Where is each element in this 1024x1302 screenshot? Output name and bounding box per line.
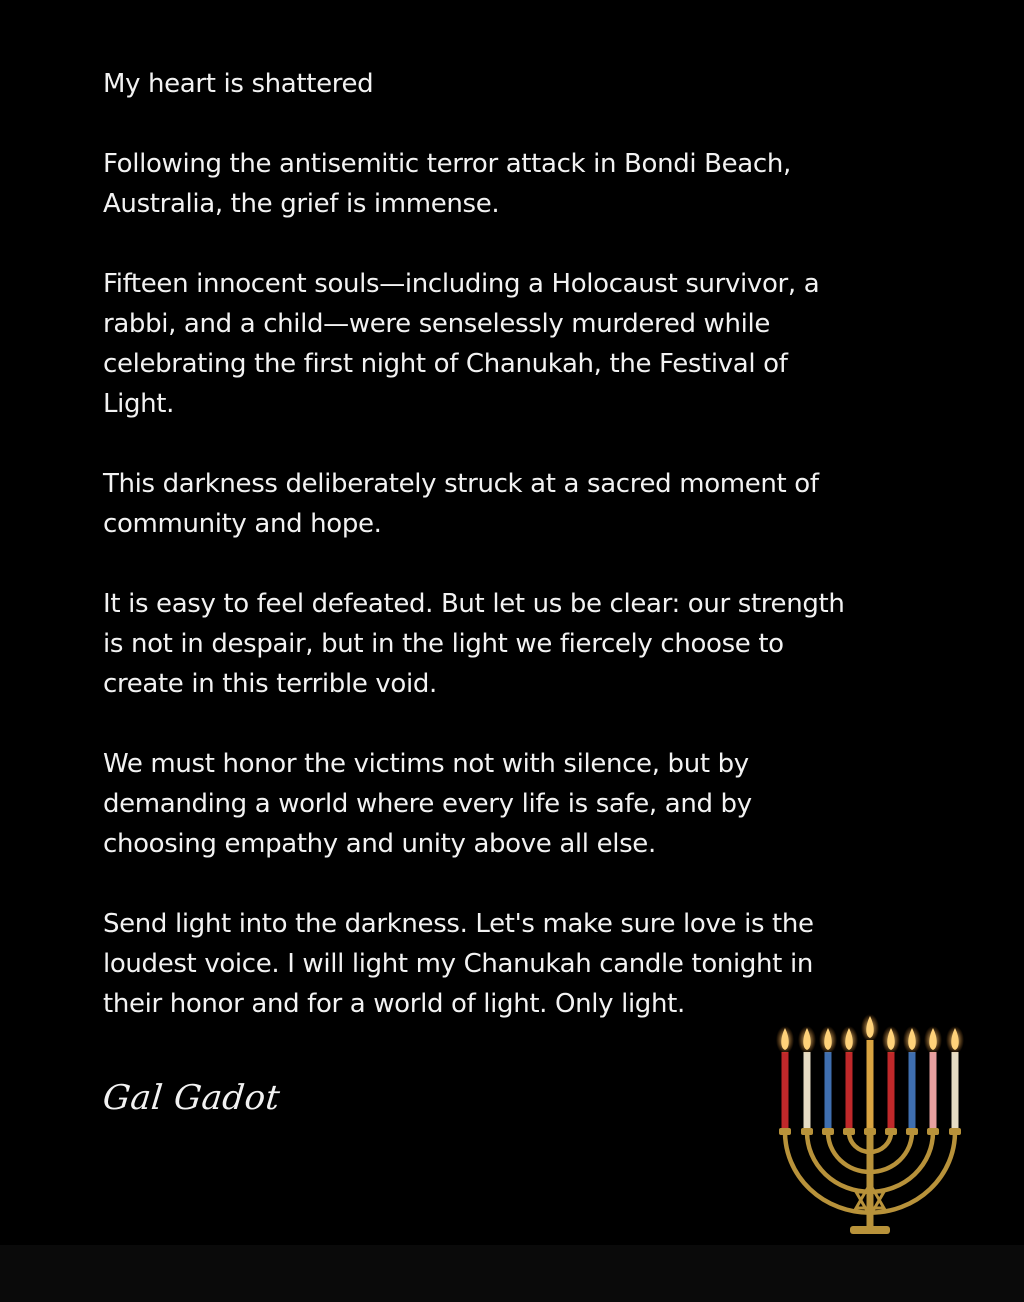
candle [952, 1052, 959, 1128]
candle [782, 1052, 789, 1128]
candle-cup [927, 1128, 939, 1135]
letter-title: My heart is shattered [103, 69, 374, 99]
menorah-arms [779, 1128, 961, 1234]
letter-body [103, 64, 933, 1064]
candle [804, 1052, 811, 1128]
paragraph-honor: We must honor the victims not with silence, but by demanding a world where every life is safe, and by choosing empathy and unity above all else. [103, 749, 752, 859]
candle-cup [843, 1128, 855, 1135]
paragraph-victims: Fifteen innocent souls—including a Holocaust survivor, a rabbi, and a child—were senselessly murdered while celebrating the first night of Chanukah, the Festival of Light. [103, 269, 820, 419]
candle-cup [801, 1128, 813, 1135]
candle-cup [949, 1128, 961, 1135]
paragraph-light: Send light into the darkness. Let's make sure love is the loudest voice. I will light my Chanukah candle tonight in their honor and for a world of light. Only light. [103, 909, 814, 1019]
candle [846, 1052, 853, 1128]
candle-cup [779, 1128, 791, 1135]
paragraph-bondi: Following the antisemitic terror attack in Bondi Beach, Australia, the grief is immense. [103, 149, 791, 219]
candle [909, 1052, 916, 1128]
candle-cup [822, 1128, 834, 1135]
candle-cup [906, 1128, 918, 1135]
candle [888, 1052, 895, 1128]
menorah-icon [770, 1000, 970, 1245]
bottom-band [0, 1245, 1024, 1302]
paragraph-darkness: This darkness deliberately struck at a sacred moment of community and hope. [103, 469, 819, 539]
candle [930, 1052, 937, 1128]
paragraph-strength: It is easy to feel defeated. But let us be clear: our strength is not in despair, but in the light we fiercely choose to create in this terrible void. [103, 589, 845, 699]
menorah-base [850, 1226, 890, 1234]
signature: Gal Gadot [100, 1078, 283, 1118]
candle [867, 1040, 874, 1128]
candle-cup [885, 1128, 897, 1135]
candle [825, 1052, 832, 1128]
candle-cup [864, 1128, 876, 1135]
